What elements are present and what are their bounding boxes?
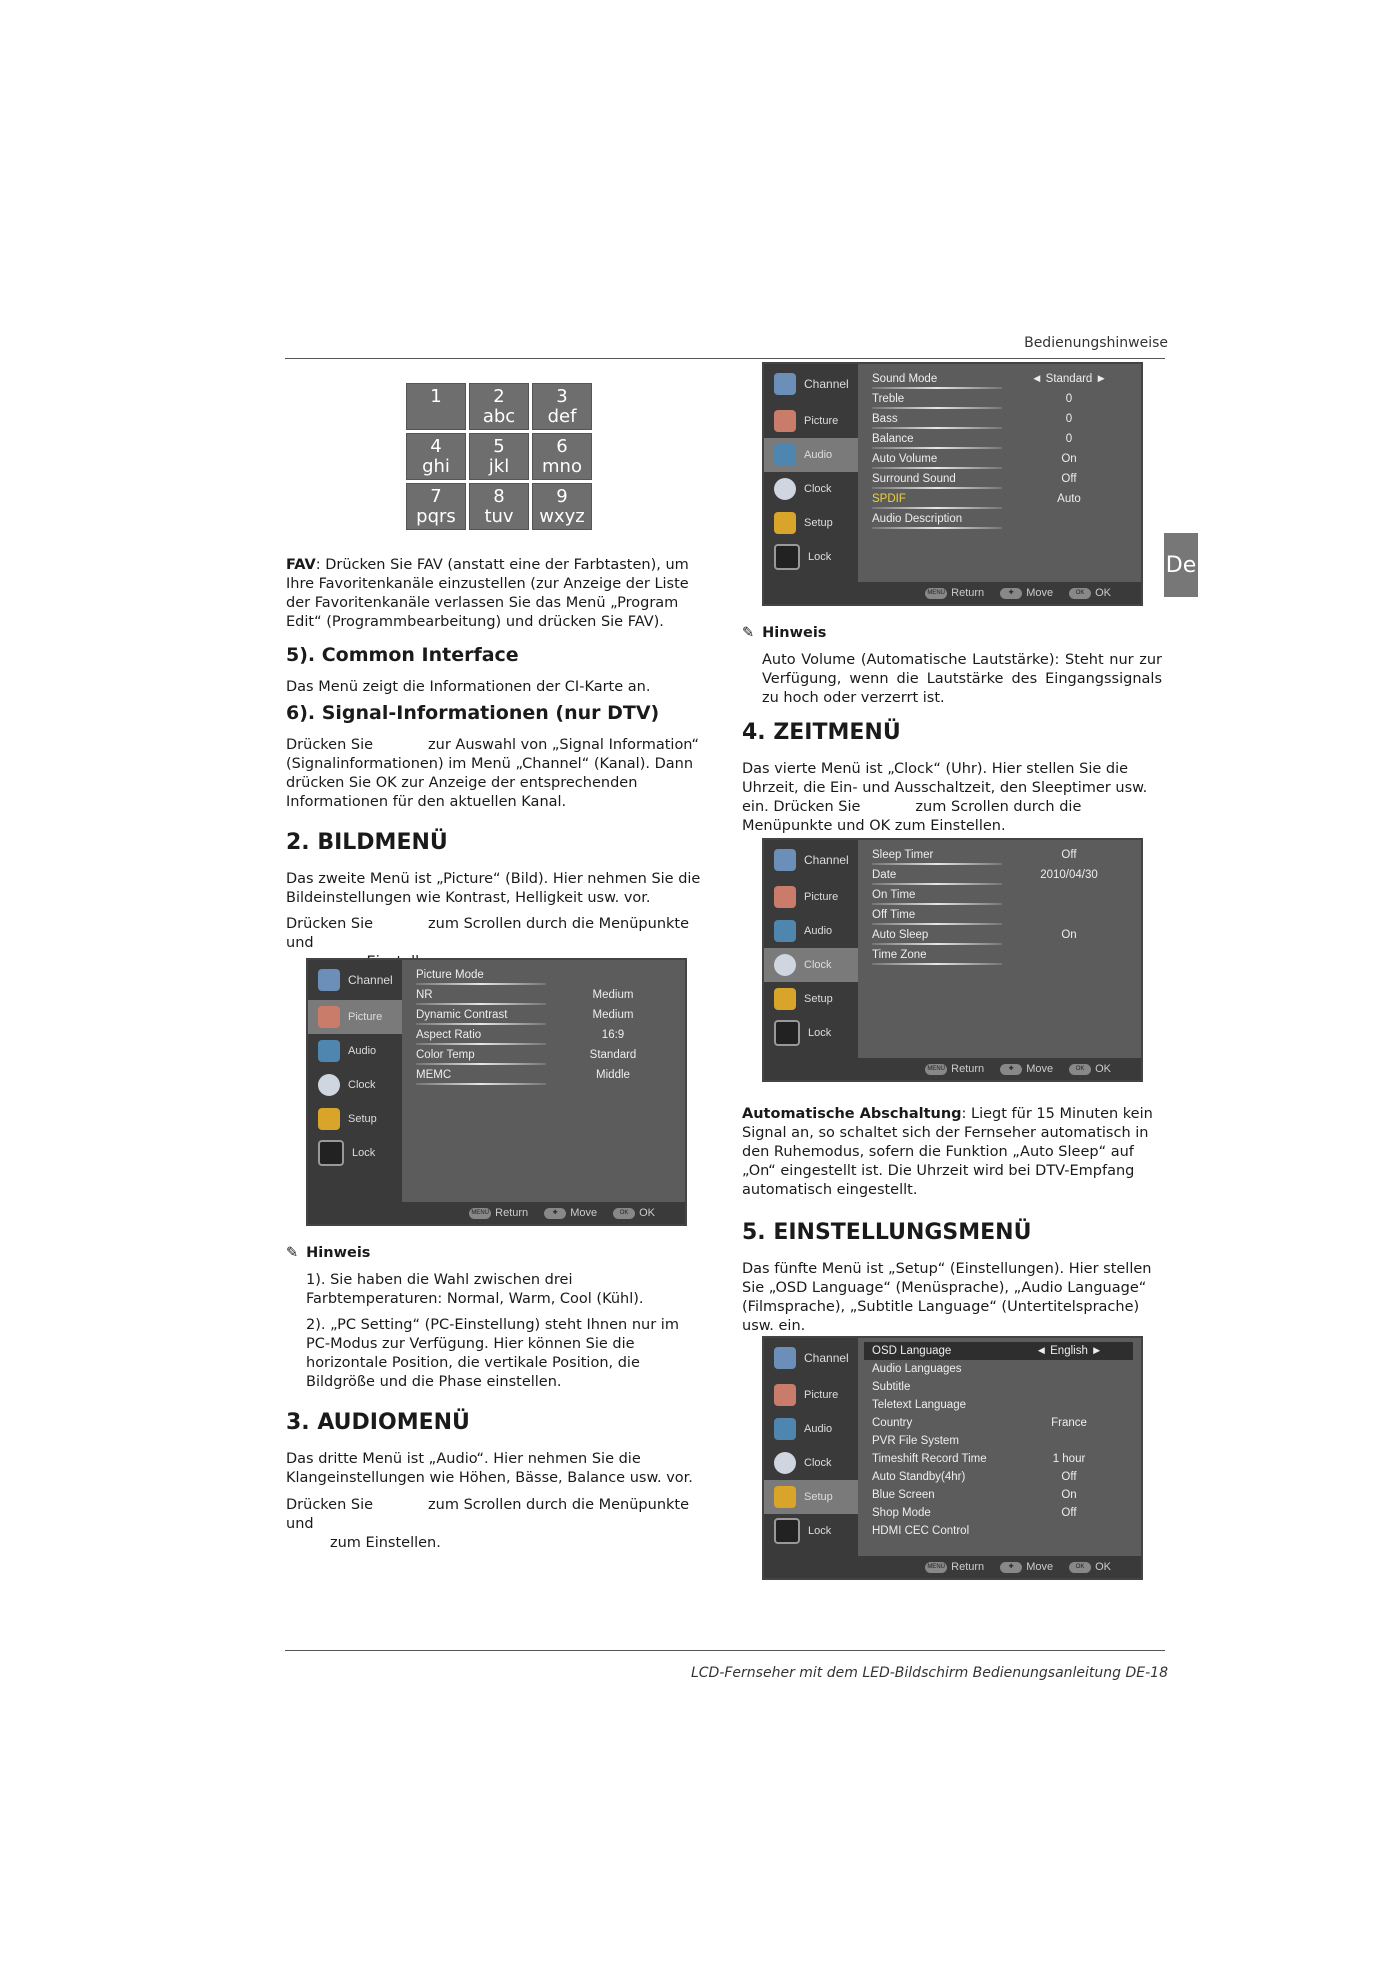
fav-paragraph: FAV: Drücken Sie FAV (anstatt eine der Farbtasten), um Ihre Favoritenkanäle einzustellen (zur Anzeige der Liste der Favoritenkanäle verlassen Sie das Menü „Program Edit“ (Programmbearbeitung) und drücken Sie FAV). [286,557,689,630]
dpad-icon: ✚ [1000,1064,1022,1075]
menu-row-sound-mode[interactable]: Sound Mode ◄ Standard ► [864,370,1133,390]
side-item-setup[interactable]: Setup [764,982,858,1016]
side-item-picture[interactable]: Picture [764,404,858,438]
menu-row-date[interactable]: Date 2010/04/30 [864,866,1133,886]
menu-row-teletext-language[interactable]: Teletext Language [872,1399,966,1411]
menu-row-country[interactable]: Country France [872,1417,1087,1429]
menu-row-auto-standby[interactable]: Auto Standby(4hr) Off [872,1471,1077,1483]
side-item-clock[interactable]: Clock [308,1068,402,1102]
menu-row-spdif[interactable]: SPDIF Auto [864,490,1133,510]
tv-settings-panel [864,370,1133,530]
auto-shutdown-text: Automatische Abschaltung: Liegt für 15 Minuten kein Signal an, so schaltet sich der Fernseher automatisch in den Ruhemodus, sofern die Funktion „Auto Sleep“ auf „On“ eingestellt ist. Die Uhrzeit wird bei DTV-Empfang automatisch eingestellt. [742,1106,1153,1198]
hint-move: ✚ Move [1000,1561,1053,1573]
side-item-channel[interactable]: Channel [764,364,858,404]
note-heading-right: ✎ Hinweis [742,625,827,641]
side-item-audio[interactable]: Audio [764,1412,858,1446]
tv-settings-panel [864,846,1133,966]
clock-icon [774,954,796,976]
side-item-setup[interactable]: Setup [308,1102,402,1136]
lock-icon [318,1140,344,1166]
tv-menu-picture [306,958,687,1226]
tv-hint-bar [764,1058,1141,1080]
menu-row-subtitle[interactable]: Subtitle [872,1381,911,1393]
side-item-lock[interactable]: Lock [764,540,858,574]
key-3: 3 def [532,383,592,430]
menu-row-bass[interactable]: Bass 0 [864,410,1133,430]
side-item-picture[interactable]: Picture [764,1378,858,1412]
numeric-keypad [406,383,592,530]
tv-settings-panel [408,966,677,1086]
audio-icon [774,1418,796,1440]
lock-icon [774,544,800,570]
tv-side-menu [308,960,402,1202]
menu-row-shop-mode[interactable]: Shop Mode Off [872,1507,1077,1519]
key-1: 1 [406,383,466,430]
side-item-channel[interactable]: Channel [764,840,858,880]
tv-side-menu [764,1338,858,1556]
channel-icon [318,969,340,991]
hint-return: MENU Return [469,1207,528,1219]
key-7: 7 pqrs [406,483,466,530]
hint-move: ✚ Move [1000,587,1053,599]
audio-icon [774,444,796,466]
key-9: 9 wxyz [532,483,592,530]
key-2: 2 abc [469,383,529,430]
channel-icon [774,1347,796,1369]
star-icon [774,988,796,1010]
key-4: 4 ghi [406,433,466,480]
key-8: 8 tuv [469,483,529,530]
language-tab: De [1164,533,1198,597]
side-item-setup[interactable]: Setup [764,1480,858,1514]
menu-row-on-time[interactable]: On Time [864,886,1133,906]
footer-rule [285,1650,1165,1651]
key-5: 5 jkl [469,433,529,480]
side-item-audio[interactable]: Audio [308,1034,402,1068]
tv-hint-bar [764,1556,1141,1578]
signal-info-text: Drücken Sie zur Auswahl von „Signal Information“ (Signalinformationen) im Menü „Channel“ (Kanal). Dann drücken Sie OK zur Anzeige der entsprechenden Informationen für den aktuellen Kanal. [286,737,699,810]
audiomenu-press-text: Drücken Sie zum Scrollen durch die Menüpunkte und zum Einstellen. [286,1497,690,1551]
menu-row-memc[interactable]: MEMC Middle [408,1066,677,1086]
menu-row-nr[interactable]: NR Medium [408,986,677,1006]
zeitmenu-heading: 4. ZEITMENÜ [742,720,901,745]
tv-hint-bar [764,582,1141,604]
hint-return: MENU Return [925,1063,984,1075]
common-interface-text: Das Menü zeigt die Informationen der CI-Karte an. [286,679,651,695]
common-interface-heading: 5). Common Interface [286,644,519,666]
signal-info-heading: 6). Signal-Informationen (nur DTV) [286,702,660,724]
side-item-lock[interactable]: Lock [764,1016,858,1050]
side-item-clock[interactable]: Clock [764,472,858,506]
menu-row-hdmi-cec-control[interactable]: HDMI CEC Control [872,1525,970,1537]
menu-row-color-temp[interactable]: Color Temp Standard [408,1046,677,1066]
picture-icon [318,1006,340,1028]
menu-row-auto-volume[interactable]: Auto Volume On [864,450,1133,470]
side-item-lock[interactable]: Lock [308,1136,402,1170]
menu-row-audio-description[interactable]: Audio Description [864,510,1133,530]
hint-ok: OK OK [1069,1063,1111,1075]
hint-ok: OK OK [1069,587,1111,599]
dpad-icon: ✚ [1000,1562,1022,1573]
pencil-icon: ✎ [742,625,755,641]
clock-icon [318,1074,340,1096]
setup-text: Das fünfte Menü ist „Setup“ (Einstellungen). Hier stellen Sie „OSD Language“ (Menüsprache), „Audio Language“ (Filmsprache), „Subtitle Language“ (Untertitelsprache) usw. ein. [742,1261,1152,1334]
hint-return: MENU Return [925,587,984,599]
menu-row-blue-screen[interactable]: Blue Screen On [872,1489,1077,1501]
bildmenu-press-text: Drücken Sie zum Scrollen durch die Menüpunkte und [286,916,690,951]
clock-icon [774,478,796,500]
menu-row-osd-language[interactable]: OSD Language ◄ English ► [864,1342,1133,1360]
note-auto-volume: Auto Volume (Automatische Lautstärke): Steht nur zur Verfügung, wenn die Lautstärke des Eingangssignals zu hoch oder verzerrt ist. [762,652,1162,706]
side-item-audio[interactable]: Audio [764,438,858,472]
menu-row-time-zone[interactable]: Time Zone [864,946,1133,966]
audio-icon [774,920,796,942]
audiomenu-text: Das dritte Menü ist „Audio“. Hier nehmen Sie die Klangeinstellungen wie Höhen, Bässe, Balance usw. vor. [286,1451,693,1486]
page-footer: LCD-Fernseher mit dem LED-Bildschirm Bedienungsanleitung DE-18 [690,1665,1168,1681]
star-icon [774,1486,796,1508]
menu-row-audio-languages[interactable]: Audio Languages [872,1363,962,1375]
note-2: 2). „PC Setting“ (PC-Einstellung) steht Ihnen nur im PC-Modus zur Verfügung. Hier können Sie die horizontale Position, die vertikale Position, die Bildgröße und die Phase einstellen. [306,1317,679,1390]
tv-side-menu [764,364,858,582]
side-item-picture[interactable]: Picture [764,880,858,914]
menu-row-sleep-timer[interactable]: Sleep Timer Off [864,846,1133,866]
side-item-lock[interactable]: Lock [764,1514,858,1548]
tv-settings-panel [864,1342,1133,1540]
side-item-channel[interactable]: Channel [308,960,402,1000]
star-icon [774,512,796,534]
key-6: 6 mno [532,433,592,480]
note-1: 1). Sie haben die Wahl zwischen drei Farbtemperaturen: Normal, Warm, Cool (Kühl). [306,1272,644,1307]
dpad-icon: ✚ [1000,588,1022,599]
bildmenu-text: Das zweite Menü ist „Picture“ (Bild). Hier nehmen Sie die Bildeinstellungen wie Kontrast, Helligkeit usw. vor. [286,871,701,906]
menu-row-dynamic-contrast[interactable]: Dynamic Contrast Medium [408,1006,677,1026]
pencil-icon: ✎ [286,1245,299,1261]
picture-icon [774,1384,796,1406]
tv-hint-bar [308,1202,685,1224]
audiomenu-heading: 3. AUDIOMENÜ [286,1410,470,1435]
running-header: Bedienungshinweise [1024,335,1168,351]
hint-return: MENU Return [925,1561,984,1573]
side-item-picture[interactable]: Picture [308,1000,402,1034]
hint-ok: OK OK [613,1207,655,1219]
menu-row-aspect-ratio[interactable]: Aspect Ratio 16:9 [408,1026,677,1046]
menu-row-picture-mode[interactable]: Picture Mode [408,966,677,986]
menu-row-surround-sound[interactable]: Surround Sound Off [864,470,1133,490]
menu-row-pvr-file-system[interactable]: PVR File System [872,1435,959,1447]
star-icon [318,1108,340,1130]
header-rule [285,358,1165,359]
tv-menu-audio [762,362,1143,606]
bildmenu-heading: 2. BILDMENÜ [286,830,448,855]
tv-side-menu [764,840,858,1058]
zeitmenu-text: Das vierte Menü ist „Clock“ (Uhr). Hier stellen Sie die Uhrzeit, die Ein- und Ausschaltzeit, den Sleeptimer usw. ein. Drücken Sie zum Scrollen durch die Menüpunkte und OK zum Einstellen. [742,761,1148,834]
side-item-clock[interactable]: Clock [764,1446,858,1480]
note-heading-left: ✎ Hinweis [286,1245,371,1261]
channel-icon [774,373,796,395]
picture-icon [774,886,796,908]
hint-ok: OK OK [1069,1561,1111,1573]
side-item-channel[interactable]: Channel [764,1338,858,1378]
side-item-audio[interactable]: Audio [764,914,858,948]
channel-icon [774,849,796,871]
audio-icon [318,1040,340,1062]
menu-row-auto-sleep[interactable]: Auto Sleep On [864,926,1133,946]
hint-move: ✚ Move [544,1207,597,1219]
menu-row-timeshift-record-time[interactable]: Timeshift Record Time 1 hour [872,1453,1086,1465]
side-item-setup[interactable]: Setup [764,506,858,540]
lock-icon [774,1020,800,1046]
menu-row-treble[interactable]: Treble 0 [864,390,1133,410]
hint-move: ✚ Move [1000,1063,1053,1075]
lock-icon [774,1518,800,1544]
picture-icon [774,410,796,432]
tv-menu-setup [762,1336,1143,1580]
tv-menu-clock [762,838,1143,1082]
side-item-clock[interactable]: Clock [764,948,858,982]
dpad-icon: ✚ [544,1208,566,1219]
menu-row-balance[interactable]: Balance 0 [864,430,1133,450]
menu-row-off-time[interactable]: Off Time [864,906,1133,926]
setup-heading: 5. EINSTELLUNGSMENÜ [742,1220,1032,1245]
clock-icon [774,1452,796,1474]
